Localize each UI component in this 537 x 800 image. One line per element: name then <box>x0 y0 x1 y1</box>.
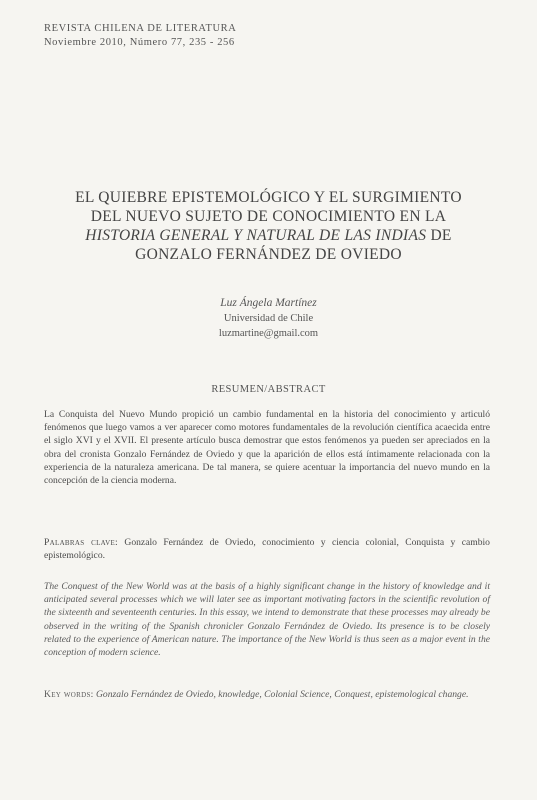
title-line-3-italic: HISTORIA GENERAL Y NATURAL DE LAS INDIAS <box>85 227 427 244</box>
title-line-2: DEL NUEVO SUJETO DE CONOCIMIENTO EN LA <box>90 208 447 225</box>
journal-header <box>44 22 236 50</box>
author-block <box>0 296 537 341</box>
key-words <box>44 688 490 701</box>
resumen-heading: RESUMEN/ABSTRACT <box>211 384 326 395</box>
palabras-clave-text: Gonzalo Fernández de Oviedo, conocimiento y ciencia colonial, Conquista y cambio epistemológico. <box>44 537 490 562</box>
author-name: Luz Ángela Martínez <box>220 297 317 309</box>
article-title <box>40 188 497 264</box>
abstract-paragraph: The Conquest of the New World was at the basis of a highly significant change in the history of knowledge and it anticipated several processes which we will later see as important motivating factors in the scientific revolution of the sixteenth and seventeenth centuries. In this essay, we intend to demonstrate that these processes may already be observed in the writing of the Spanish chronicler Gonzalo Fernández de Oviedo. Its presence is to be closely related to the experience of American nature. The importance of the New World is thus seen as a major event in the conception of modern science. <box>44 581 490 659</box>
author-affiliation: Universidad de Chile <box>223 313 314 324</box>
journal-name: REVISTA CHILENA DE LITERATURA <box>44 23 237 34</box>
author-email: luzmartine@gmail.com <box>218 328 319 339</box>
title-line-4: GONZALO FERNÁNDEZ DE OVIEDO <box>135 246 402 263</box>
title-line-3 <box>40 226 497 245</box>
title-line-3-tail: DE <box>426 227 452 244</box>
title-line-1: EL QUIEBRE EPISTEMOLÓGICO Y EL SURGIMIENTO <box>75 189 462 206</box>
issue-info: Noviembre 2010, Número 77, 235 - 256 <box>44 37 235 48</box>
key-words-text: Gonzalo Fernández de Oviedo, knowledge, Colonial Science, Conquest, epistemological change. <box>93 689 469 700</box>
palabras-clave <box>44 536 490 562</box>
palabras-clave-label: Palabras clave: <box>44 537 119 548</box>
key-words-label: Key words: <box>44 689 94 700</box>
resumen-paragraph: La Conquista del Nuevo Mundo propició un cambio fundamental en la historia del conocimiento y articuló fenómenos que luego vamos a ver aparecer como motores fundamentales de la revolución científica acaecida entre el siglo XVI y el XVII. El presente artículo busca demostrar que estos fenómenos ya pueden ser apreciados en la obra del cronista Gonzalo Fernández de Oviedo y que la aparición de ellos está íntimamente relacionada con la experiencia de la naturaleza americana. De tal manera, se quiere acentuar la importancia del nuevo mundo en la concepción de la ciencia moderna. <box>44 409 490 487</box>
